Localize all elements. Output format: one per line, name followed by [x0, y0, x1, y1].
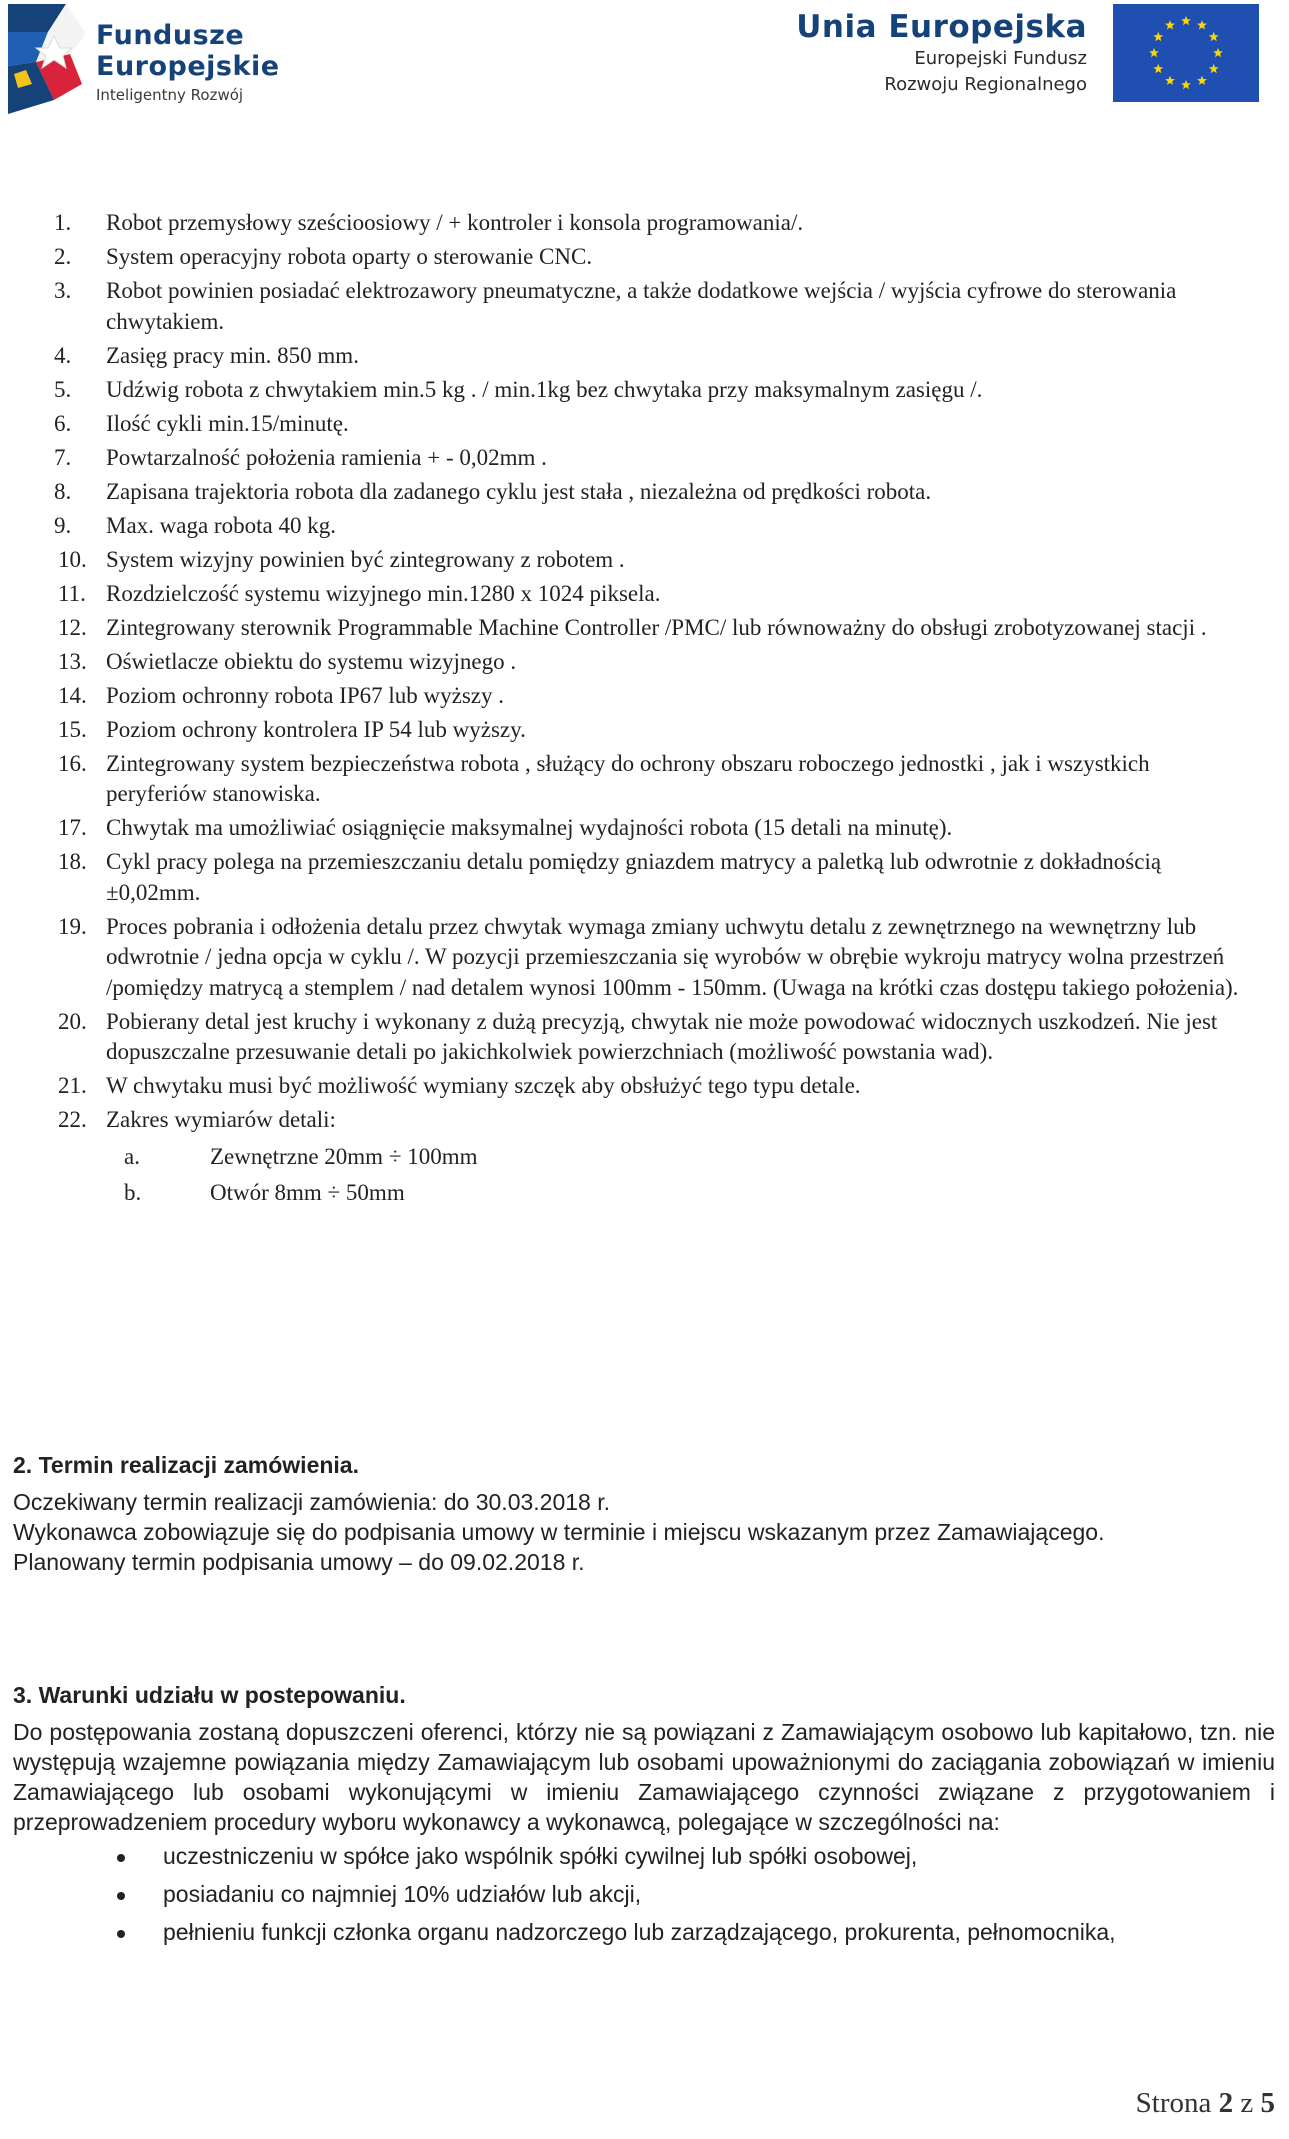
requirement-number: 5.: [54, 376, 72, 402]
requirement-number: 19.: [58, 913, 87, 939]
requirement-item: [40, 511, 1255, 542]
section-3-paragraph: Do postępowania zostaną dopuszczeni oferenci, którzy nie są powiązani z Zamawiającym osobowo lub kapitałowo, tzn. nie występują wzajemne powiązania między Zamawiającym lub osobami upoważnionymi do zaciągania zobowiązań w imieniu Zamawiającego lub osobami wykonującymi w imieniu Zamawiającego czynności związane z przygotowaniem i przeprowadzeniem procedury wyboru wykonawcy a wykonawcą, polegające w szczególności na:: [13, 1719, 1275, 1835]
requirement-text: System wizyjny powinien być zintegrowany z robotem .: [106, 546, 625, 572]
requirement-number: 21.: [58, 1073, 87, 1098]
requirement-text: Udźwig robota z chwytakiem min.5 kg . / min.1kg bez chwytaka przy maksymalnym zasięgu /.: [106, 376, 983, 402]
requirement-number: 2.: [54, 244, 72, 269]
bullet-icon: [117, 1930, 125, 1938]
requirement-text: System operacyjny robota oparty o sterowanie CNC.: [106, 244, 593, 269]
eu-flag-icon: [1113, 4, 1259, 102]
logo-line-1: Fundusze: [96, 20, 245, 51]
requirement-number: 18.: [58, 849, 87, 874]
requirement-item: [40, 715, 1255, 746]
sub-requirement-item: [106, 1142, 1255, 1173]
requirement-item: [40, 613, 1255, 644]
requirement-text: Zapisana trajektoria robota dla zadanego cyklu jest stała , niezależna od prędkości robota.: [106, 478, 932, 504]
eu-wordmark: [796, 8, 1087, 98]
requirement-number: 8.: [54, 478, 72, 504]
requirement-text: Powtarzalność położenia ramienia + - 0,02mm .: [106, 444, 547, 470]
requirement-item: [40, 647, 1255, 678]
fundusze-europejskie-wordmark: [96, 20, 280, 106]
sub-requirements-list: [106, 1142, 1255, 1209]
sub-requirement-text: Otwór 8mm ÷ 50mm: [210, 1180, 405, 1205]
fundusze-europejskie-logo-icon: [8, 4, 88, 114]
eu-line-1: Unia Europejska: [796, 9, 1087, 45]
sub-requirement-item: [106, 1178, 1255, 1209]
requirement-item: [40, 749, 1255, 810]
requirement-number: 9.: [54, 512, 72, 538]
requirement-text: Rozdzielczość systemu wizyjnego min.1280 x 1024 piksela.: [106, 580, 661, 606]
requirement-item: [40, 912, 1255, 1004]
requirement-number: 12.: [58, 614, 87, 640]
sub-requirement-letter: b.: [124, 1180, 142, 1205]
page-current: 2: [1218, 2087, 1234, 2119]
requirement-item: [40, 1105, 1255, 1209]
eu-line-2: Europejski Fundusz: [914, 48, 1087, 69]
requirement-text: Proces pobrania i odłożenia detalu przez chwytak wymaga zmiany uchwytu detalu z zewnętrznego na wewnętrzny lub odwrotnie / jedna opcja w cyklu /. W pozycji przemieszczania się wyrobów w obrębie wykroju matrycy wolna przestrzeń /pomiędzy matrycą a stemplem / nad detalem wynosi 100mm - 150mm. (Uwaga na krótki czas dostępu takiego położenia).: [106, 913, 1239, 1000]
requirement-text: Max. waga robota 40 kg.: [106, 512, 336, 538]
section-3-heading: 3. Warunki udziału w postepowaniu.: [13, 1682, 406, 1708]
bullet-item: [13, 1841, 1275, 1871]
bullet-text: posiadaniu co najmniej 10% udziałów lub akcji,: [163, 1881, 642, 1907]
requirement-item: [40, 375, 1255, 406]
requirement-item: [40, 242, 1255, 273]
requirement-text: Zintegrowany sterownik Programmable Machine Controller /PMC/ lub równoważny do obsługi zrobotyzowanej stacji .: [106, 614, 1207, 640]
requirement-text: Robot powinien posiadać elektrozawory pneumatyczne, a także dodatkowe wejścia / wyjścia cyfrowe do sterowania chwytakiem.: [106, 278, 1177, 334]
bullet-item: [13, 1879, 1275, 1909]
bullet-item: [13, 1917, 1275, 1947]
section-completion-date: [13, 1450, 1275, 1577]
requirement-item: [40, 813, 1255, 844]
bullet-icon: [117, 1892, 125, 1900]
requirement-number: 3.: [54, 278, 72, 303]
requirement-text: Poziom ochronny robota IP67 lub wyższy .: [106, 682, 504, 708]
page-header: [0, 0, 1289, 120]
requirement-item: [40, 276, 1255, 337]
requirement-number: 14.: [58, 682, 87, 708]
page-total: 5: [1260, 2087, 1275, 2119]
requirement-item: [40, 847, 1255, 908]
sub-requirement-text: Zewnętrzne 20mm ÷ 100mm: [210, 1143, 478, 1169]
requirement-text: Robot przemysłowy sześcioosiowy / + kontroler i konsola programowania/.: [106, 210, 804, 235]
requirement-item: [40, 341, 1255, 372]
requirement-number: 1.: [54, 210, 72, 235]
requirement-item: [40, 1071, 1255, 1102]
requirement-item: [40, 579, 1255, 610]
requirement-item: [40, 409, 1255, 440]
requirement-item: [40, 443, 1255, 474]
requirement-text: Ilość cykli min.15/minutę.: [106, 410, 349, 436]
page-prefix: Strona: [1135, 2087, 1212, 2119]
bullet-text: pełnieniu funkcji członka organu nadzorczego lub zarządzającego, prokurenta, pełnomocnika,: [163, 1919, 1116, 1945]
requirement-number: 15.: [58, 716, 87, 742]
section-3-bullet-list: [13, 1841, 1275, 1947]
requirement-number: 16.: [58, 750, 87, 776]
requirement-item: [40, 681, 1255, 712]
requirement-item: [40, 477, 1255, 508]
requirement-text: W chwytaku musi być możliwość wymiany szczęk aby obsłużyć tego typu detale.: [106, 1073, 861, 1098]
requirement-text: Chwytak ma umożliwiać osiągnięcie maksymalnej wydajności robota (15 detali na minutę).: [106, 815, 953, 840]
requirement-number: 7.: [54, 444, 72, 470]
requirement-text: Zasięg pracy min. 850 mm.: [106, 342, 359, 368]
page-separator: z: [1240, 2087, 1254, 2119]
requirement-text: Zintegrowany system bezpieczeństwa robota , służący do ochrony obszaru roboczego jednostki , jak i wszystkich peryferiów stanowiska.: [106, 750, 1150, 806]
eu-line-3: Rozwoju Regionalnego: [884, 74, 1087, 95]
requirement-text: Pobierany detal jest kruchy i wykonany z dużą precyzją, chwytak nie może powodować widocznych uszkodzeń. Nie jest dopuszczalne przesuwanie detali po jakichkolwiek powierzchniach (możliwość powstania wad).: [106, 1008, 1218, 1064]
section-2-line-2: Wykonawca zobowiązuje się do podpisania umowy w terminie i miejscu wskazanym przez Zamawiającego.: [13, 1519, 1105, 1545]
requirement-number: 10.: [58, 546, 87, 572]
logo-line-3: Inteligentny Rozwój: [96, 86, 244, 104]
requirement-item: [40, 545, 1255, 576]
bullet-icon: [117, 1854, 125, 1862]
section-2-line-1: Oczekiwany termin realizacji zamówienia: do 30.03.2018 r.: [13, 1489, 611, 1515]
requirement-text: Zakres wymiarów detali:: [106, 1107, 336, 1132]
requirement-number: 20.: [58, 1008, 87, 1034]
logo-line-2: Europejskie: [96, 51, 280, 82]
sub-requirement-letter: a.: [124, 1143, 140, 1169]
section-participation-conditions: [13, 1680, 1275, 1955]
requirement-number: 13.: [58, 648, 87, 674]
section-2-heading: 2. Termin realizacji zamówienia.: [13, 1452, 359, 1478]
section-2-line-3: Planowany termin podpisania umowy – do 09.02.2018 r.: [13, 1549, 585, 1575]
requirement-number: 22.: [58, 1107, 87, 1132]
page-number: [1136, 2087, 1275, 2120]
requirement-text: Poziom ochrony kontrolera IP 54 lub wyższy.: [106, 716, 526, 742]
requirement-number: 11.: [58, 580, 86, 606]
requirement-item: [40, 208, 1255, 239]
requirement-number: 4.: [54, 342, 72, 368]
requirements-list: [40, 208, 1255, 1215]
requirement-text: Oświetlacze obiektu do systemu wizyjnego .: [106, 648, 517, 674]
requirement-text: Cykl pracy polega na przemieszczaniu detalu pomiędzy gniazdem matrycy a paletką lub odwrotnie z dokładnością ±0,02mm.: [106, 849, 1162, 905]
requirement-number: 17.: [58, 815, 87, 840]
requirement-number: 6.: [54, 410, 72, 436]
requirement-item: [40, 1007, 1255, 1068]
bullet-text: uczestniczeniu w spółce jako wspólnik spółki cywilnej lub spółki osobowej,: [163, 1843, 918, 1869]
